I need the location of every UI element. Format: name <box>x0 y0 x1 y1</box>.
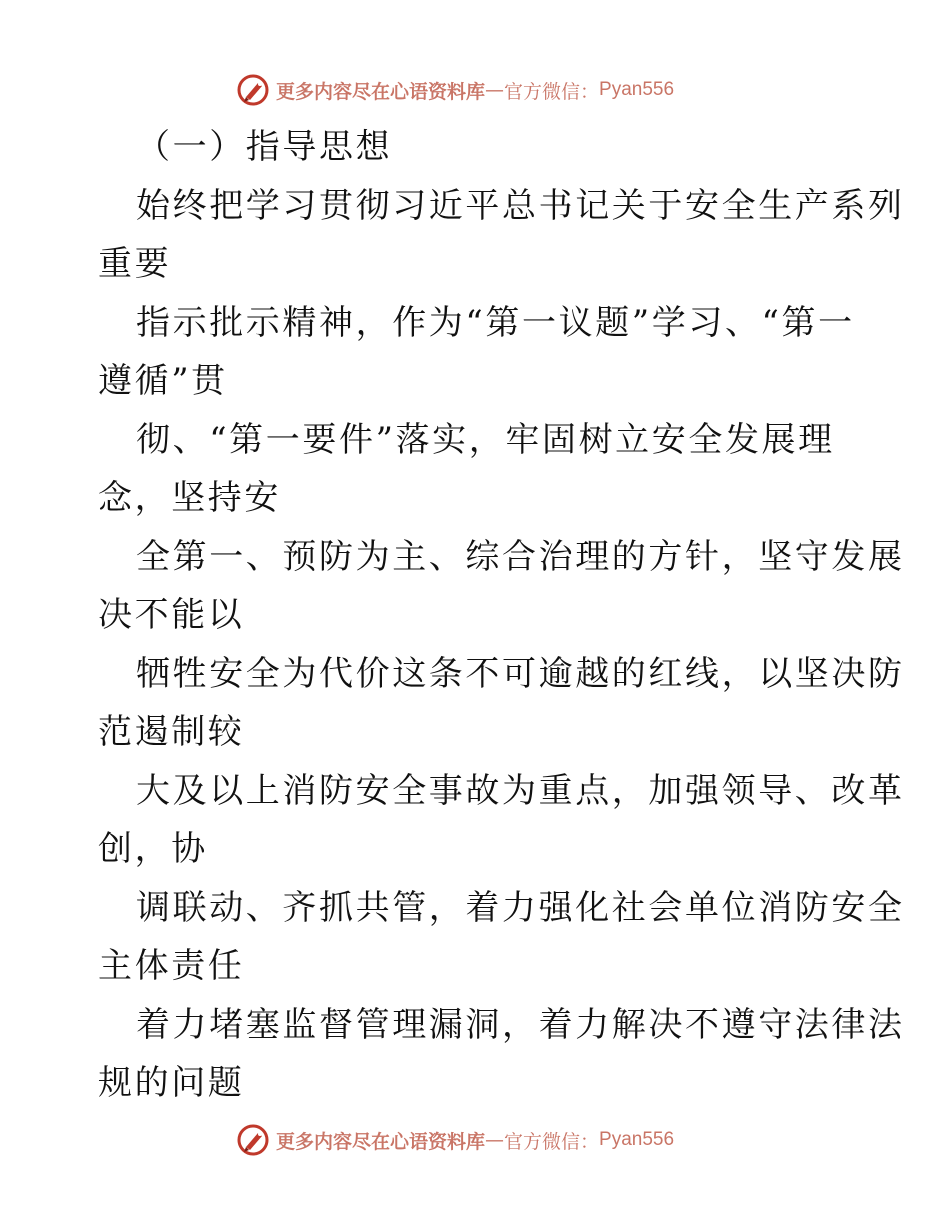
text-line: 念，坚持安 <box>98 478 281 518</box>
text-line: 范遏制较 <box>98 712 245 752</box>
text-line: 创，协 <box>98 829 208 869</box>
pen-logo-icon <box>236 73 270 107</box>
watermark-dash: — <box>485 1129 505 1151</box>
text-line: 大及以上消防安全事故为重点，加强领导、改革 <box>136 770 905 811</box>
text-line: 遵循”贯 <box>98 361 228 401</box>
text-line: 规的问题 <box>98 1063 245 1103</box>
watermark-wechat-id: Pyan556 <box>599 1129 675 1150</box>
text-line: 决不能以 <box>98 595 245 635</box>
watermark-dash: — <box>485 79 505 101</box>
watermark-wechat-id: Pyan556 <box>599 79 675 100</box>
text-line: 牺牲安全为代价这条不可逾越的红线，以坚决防 <box>136 653 905 694</box>
text-line: 调联动、齐抓共管，着力强化社会单位消防安全 <box>136 887 905 928</box>
text-line: 彻、“第一要件”落实，牢固树立安全发展理 <box>136 419 835 460</box>
text-line: （一）指导思想 <box>136 127 393 167</box>
pen-logo-icon <box>236 1123 270 1157</box>
text-line: 始终把学习贯彻习近平总书记关于安全生产系列 <box>136 185 905 226</box>
footer-watermark <box>236 1122 674 1158</box>
text-line: 主体责任 <box>98 946 245 986</box>
header-watermark <box>236 72 674 108</box>
text-line: 全第一、预防为主、综合治理的方针，坚守发展 <box>136 536 905 577</box>
text-line: 着力堵塞监督管理漏洞，着力解决不遵守法律法 <box>136 1004 905 1045</box>
watermark-main-text: 更多内容尽在心语资料库 <box>276 80 486 103</box>
document-body <box>98 118 905 1113</box>
text-line: 指示批示精神，作为“第一议题”学习、“第一 <box>136 302 855 343</box>
text-line: 重要 <box>98 244 172 284</box>
watermark-main-text: 更多内容尽在心语资料库 <box>276 1130 486 1153</box>
watermark-label: 官方微信： <box>504 80 600 103</box>
watermark-label: 官方微信： <box>504 1130 600 1153</box>
